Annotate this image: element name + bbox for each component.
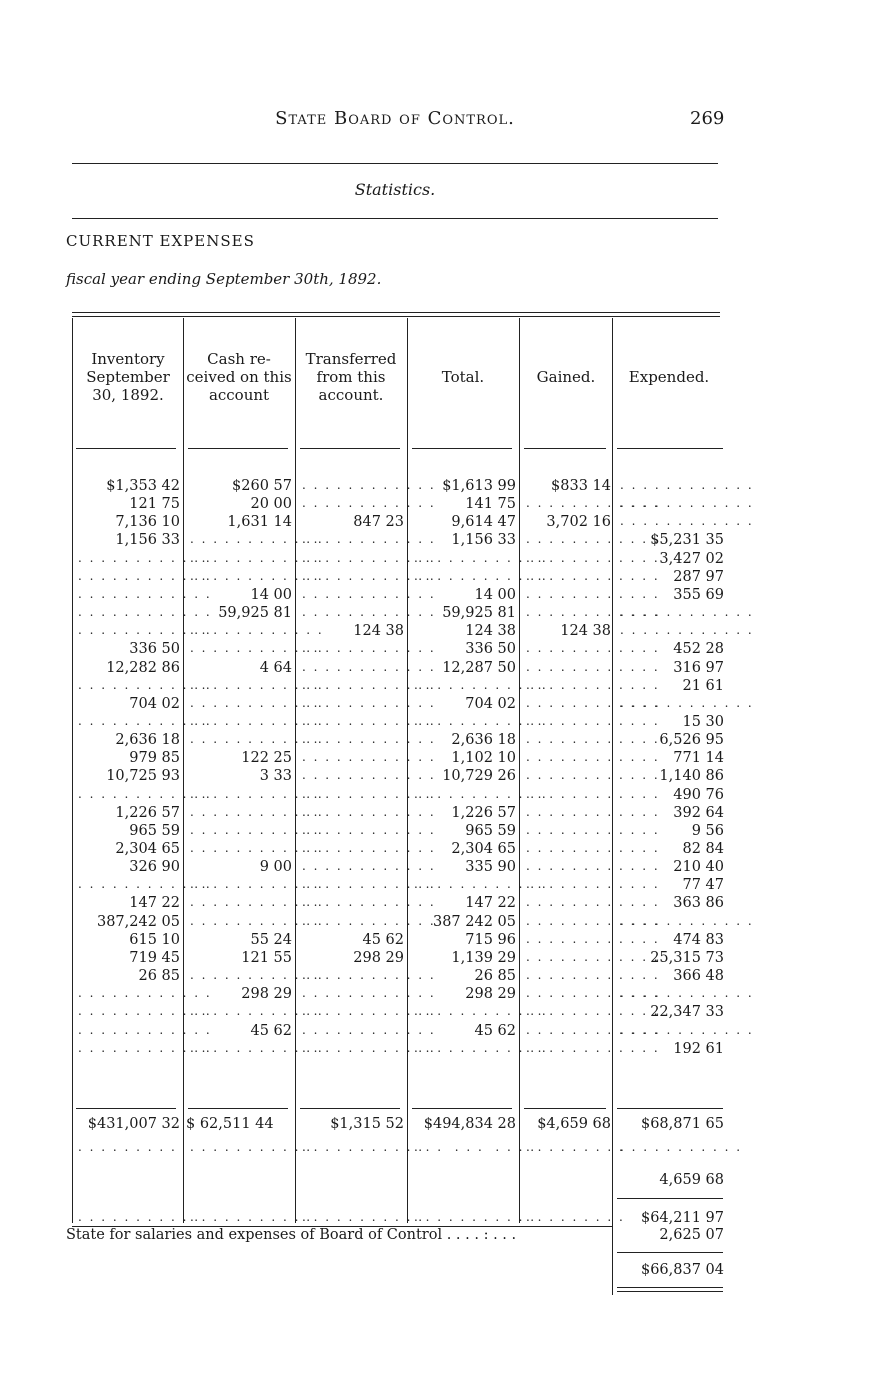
col-header-transferred: Transferred from this account.	[305, 350, 397, 404]
cell-total: 12,287 50	[442, 659, 516, 676]
page-number: 269	[690, 108, 725, 129]
cell-inventory: 719 45	[129, 949, 180, 966]
dot-leader: . . . . . . . . . . . .	[526, 550, 660, 565]
head-rule-2	[300, 448, 400, 449]
dot-leader: . . . . . . . . . . . .	[526, 822, 660, 837]
dot-leader: . . . . . . . . . . . .	[526, 877, 660, 892]
dot-leader: . . . . . . . . . . . .	[620, 496, 754, 511]
cell-total: 147 22	[465, 895, 516, 912]
dot-leader: . . . . . . . . . . . .	[302, 677, 436, 692]
dot-leader-row	[72, 1140, 743, 1158]
cell-inventory: 1,226 57	[115, 804, 180, 821]
dot-leader: . . . . . . . . . . . .	[302, 768, 436, 783]
table-row	[72, 623, 754, 641]
dot-leader: . . . . . . . . . . . .	[190, 822, 324, 837]
cell-cash: 4 64	[259, 659, 292, 676]
dot-leader: . . . . . . . . . . . .	[190, 913, 324, 928]
dot-leader: . . . . . . . . . . . .	[526, 568, 660, 583]
cell-gained: 124 38	[560, 623, 611, 640]
table-row	[72, 732, 726, 750]
dot-leader: . . . . . . . . . . . .	[414, 1040, 548, 1055]
dot-leader: . . . . . . . . . . . .	[78, 623, 212, 638]
cell-total: 2,304 65	[451, 841, 516, 857]
table-row	[72, 714, 726, 732]
cell-cash: 45 62	[250, 1022, 292, 1039]
table-row	[72, 551, 726, 569]
cell-expended: 6,526 95	[659, 732, 724, 749]
dot-leader: . . . . . . . . . . . .	[526, 804, 660, 819]
cell-cash: 59,925 81	[218, 605, 292, 622]
table-row	[72, 660, 726, 678]
dot-leader: . . . . . . . . . . . .	[190, 1040, 324, 1055]
head-rule-4	[524, 448, 606, 449]
dot-leader: . . . . . . . . . . . .	[526, 677, 660, 692]
cell-total: 715 96	[465, 931, 516, 948]
dot-leader: . . . . . . . . . . . .	[526, 968, 660, 983]
dot-leader: . . . . . . . . . . . .	[302, 478, 436, 492]
cell-total: 45 62	[474, 1022, 516, 1039]
cell-inventory: 10,725 93	[106, 768, 180, 785]
table-row	[72, 986, 754, 1004]
dot-leader: . . . . . . . . . . . .	[190, 1004, 324, 1019]
dot-leader: . . . . . . . . . . .	[302, 1210, 425, 1224]
cell-inventory: 2,636 18	[115, 732, 180, 749]
cell-total: 1,102 10	[451, 750, 516, 767]
total-gained: $4,659 68	[537, 1116, 611, 1132]
cell-inventory: 615 10	[129, 931, 180, 948]
net-rule	[617, 1198, 723, 1199]
cell-total: 704 02	[465, 695, 516, 712]
table-row	[72, 478, 754, 496]
dot-leader: . . . . . . . . . . . .	[302, 986, 436, 1001]
total-inventory: $431,007 32	[87, 1116, 180, 1132]
cell-expended: 82 84	[682, 841, 724, 857]
dot-leader: . . . . . . . . . . . .	[302, 913, 436, 928]
dot-leader: . . . . . . . . . . .	[620, 1140, 743, 1154]
table-row	[72, 605, 754, 623]
table-row	[72, 695, 754, 714]
cell-expended: 771 14	[673, 750, 724, 767]
dot-leader: . . . . . . . . . . . .	[190, 804, 324, 819]
cell-total: $1,613 99	[442, 478, 516, 494]
state-label-text: State for salaries and expenses of Board of Control	[66, 1227, 443, 1243]
dot-leader: . . . . . . . . . . . .	[526, 695, 660, 710]
total-total: $494,834 28	[423, 1116, 516, 1132]
cell-expended: 210 40	[673, 859, 724, 876]
table-row	[72, 532, 726, 550]
dot-leader: . . . . . . . . . . . .	[302, 804, 436, 819]
cell-gained: $833 14	[551, 478, 611, 494]
table-row	[72, 805, 726, 823]
col-header-gained: Gained.	[536, 368, 596, 386]
cell-expended: 452 28	[673, 641, 724, 658]
dot-leader: . . . . . . . . . . . .	[302, 786, 436, 801]
dot-leader: . . . . . . . . . . . .	[414, 550, 548, 565]
dot-leader: . . . . . . . . . . . .	[302, 605, 436, 620]
less-gained-row	[72, 1172, 726, 1190]
dot-leader: . . . . . . . . . . . .	[526, 1004, 660, 1019]
head-rule-3	[412, 448, 512, 449]
cell-inventory: 26 85	[138, 968, 180, 985]
dot-leader: . . . . . . . . . . . .	[526, 586, 660, 601]
dot-leader: . . . . . . . . . . . .	[620, 695, 754, 710]
dot-leader: . . . . . . . . . . . .	[78, 1040, 212, 1055]
dot-leader: . . . . . . . . . . . .	[302, 496, 436, 511]
dot-leader: . . . . . . . . . . . .	[190, 568, 324, 583]
total-transferred: $1,315 52	[330, 1116, 404, 1132]
dot-leader: . . . . . . . . . . . .	[302, 732, 436, 747]
dot-leader: . . . . . . . . . . . .	[526, 986, 660, 1001]
dot-leader: . . . . . . . . . . . .	[620, 514, 754, 529]
dot-leader: . . . . . . . . . . . .	[78, 1004, 212, 1019]
cell-inventory: 121 75	[129, 496, 180, 513]
table-row	[72, 895, 726, 913]
cell-cash: 55 24	[250, 931, 292, 948]
dot-leader: . . . . . . . . . . . .	[302, 841, 436, 855]
dot-leader: . . . . . . . . .	[526, 1140, 625, 1154]
cell-inventory: 965 59	[129, 822, 180, 839]
cell-expended: 363 86	[673, 895, 724, 912]
dot-leader: . . . . . . . . . . . .	[526, 713, 660, 728]
cell-cash: 14 00	[250, 586, 292, 603]
cell-total: 336 50	[465, 641, 516, 658]
cell-gained: 3,702 16	[546, 514, 611, 531]
dot-leader: . . . . . . . . . . . .	[302, 641, 436, 656]
dot-leader: . . . . . . . . . . . .	[302, 659, 436, 674]
cell-inventory: $1,353 42	[106, 478, 180, 494]
dot-leader: . . . . . . . . . . . .	[414, 713, 548, 728]
table-row	[72, 913, 754, 932]
dot-leader: . . . . . . . . . . .	[302, 1140, 425, 1154]
dot-leader: . . . . . . . . . . .	[78, 1210, 201, 1224]
cell-total: 9,614 47	[451, 514, 516, 531]
cell-expended: 392 64	[673, 804, 724, 821]
dot-leader: . . . . . . . . . . . .	[190, 895, 324, 910]
col-header-total: Total.	[441, 368, 485, 386]
dot-leader: . . . . . . . . . . . .	[526, 496, 660, 511]
dot-leader: . . . . . . . . . . . .	[302, 695, 436, 710]
cell-expended: 192 61	[673, 1040, 724, 1057]
col-header-expended: Expended.	[628, 368, 710, 386]
dot-leader: . . . . . . . . . . . .	[526, 532, 660, 547]
table-row	[72, 569, 726, 587]
dot-leader: . . . . . . . . . . . .	[526, 895, 660, 910]
table-row	[72, 768, 726, 786]
dot-leader: . . . . . . . . . . . .	[526, 786, 660, 801]
cell-cash: 9 00	[259, 859, 292, 876]
cell-expended: 474 83	[673, 931, 724, 948]
table-row	[72, 1004, 726, 1022]
cell-transferred: 45 62	[362, 931, 404, 948]
dot-leader: . . . . . . . . . . . .	[620, 605, 754, 620]
dot-leader: . . . . . . . . . . . .	[190, 532, 324, 547]
table-row	[72, 859, 726, 877]
table-row	[72, 968, 726, 986]
table-subheading: fiscal year ending September 30th, 1892.	[66, 270, 382, 288]
dot-leader: . . . . . . . . . . . .	[78, 605, 212, 620]
table-row	[72, 1041, 726, 1059]
dot-leader: . . . . . . . . . . . .	[78, 786, 212, 801]
cell-expended: 21 61	[682, 677, 724, 694]
total-rule-5	[617, 1108, 723, 1109]
cell-expended: 490 76	[673, 786, 724, 803]
dot-leader: . . . . . . . . . . . .	[620, 986, 754, 1001]
dot-leader: . . . . . . . . .	[526, 1210, 625, 1224]
dot-leader: . . . . . . . . . . . .	[526, 949, 660, 964]
cell-cash: 298 29	[241, 986, 292, 1003]
dot-leader: . . . . . . . . . . . .	[620, 623, 754, 638]
cell-cash: 122 25	[241, 750, 292, 767]
cell-inventory: 1,156 33	[115, 532, 180, 549]
cell-inventory: 704 02	[129, 695, 180, 712]
table-row	[72, 750, 726, 768]
cell-inventory: 326 90	[129, 859, 180, 876]
dot-leader: . . . . : . . .	[442, 1227, 517, 1243]
dot-leader: . . . . . . . . . . . .	[78, 568, 212, 583]
table-heading: CURRENT EXPENSES	[66, 232, 255, 250]
cell-total: 965 59	[465, 822, 516, 839]
cell-inventory: 387,242 05	[96, 913, 180, 930]
dot-leader: . . . . . . . . . . . .	[302, 750, 436, 765]
table-row	[72, 950, 726, 968]
dot-leader: . . . . . . . . . . . .	[414, 568, 548, 583]
dot-leader: . . . . . . . . . . . .	[414, 677, 548, 692]
cell-expended: 22,347 33	[650, 1004, 724, 1021]
cell-total: 10,729 26	[442, 768, 516, 785]
less-gained-value: 4,659 68	[659, 1172, 724, 1188]
table-row	[72, 932, 726, 950]
cell-total: 335 90	[465, 859, 516, 876]
header-rule	[72, 163, 718, 164]
dot-leader: . . . . . . . . . . . .	[414, 1004, 548, 1019]
dot-leader: . . . . . . . . . . . .	[302, 550, 436, 565]
dot-leader: . . . . . . . . . . . .	[526, 768, 660, 783]
grand-double-rule-2	[617, 1291, 723, 1292]
total-rule-2	[300, 1108, 400, 1109]
cell-total: 59,925 81	[442, 605, 516, 622]
cell-total: 298 29	[465, 986, 516, 1003]
dot-leader: . . . . . . . . . . .	[190, 1210, 313, 1224]
table-row	[72, 587, 726, 605]
table-row	[72, 823, 726, 841]
cell-expended: 3,427 02	[659, 550, 724, 567]
cell-total: 26 85	[474, 968, 516, 985]
dot-leader: . . . . . . . . . . . .	[414, 786, 548, 801]
cell-total: 141 75	[465, 496, 516, 513]
cell-expended: 15 30	[682, 713, 724, 730]
table-top-rule	[72, 312, 720, 313]
cell-total: 1,139 29	[451, 949, 516, 966]
dot-leader: . . . . . . . . . . . .	[190, 732, 324, 747]
dot-leader: . . . . . . . . . . . .	[78, 677, 212, 692]
dot-leader: . . . . . . . . . . . .	[302, 1004, 436, 1019]
dot-leader: . . . . . . . . . . . .	[302, 859, 436, 874]
section-title: Statistics.	[354, 180, 436, 199]
table-row	[72, 678, 726, 696]
dot-leader: . . . . . . . . . . . .	[78, 713, 212, 728]
state-salaries-label	[66, 1227, 516, 1243]
dot-leader: . . . . . . . . . . . .	[526, 659, 660, 674]
cell-cash: 3 33	[259, 768, 292, 785]
dot-leader: . . . . . . . . . . . .	[190, 550, 324, 565]
grand-total: $66,837 04	[640, 1262, 724, 1278]
cell-total: 1,156 33	[451, 532, 516, 549]
dot-leader: . . . . . . . . . . . .	[526, 913, 660, 928]
cell-inventory: 12,282 86	[106, 659, 180, 676]
dot-leader: . . . . . . . . . . . .	[78, 550, 212, 565]
head-rule-5	[617, 448, 723, 449]
table-row	[72, 841, 726, 859]
dot-leader: . . . . . . . . . . . .	[526, 750, 660, 765]
cell-inventory: 2,304 65	[115, 841, 180, 857]
cell-expended: $5,231 35	[650, 532, 724, 549]
cell-expended: 25,315 73	[650, 949, 724, 966]
cell-total: 14 00	[474, 586, 516, 603]
dot-leader: . . . . . . . . . . . .	[302, 713, 436, 728]
dot-leader: . . . . . . . . . . . .	[526, 1022, 660, 1037]
cell-cash: $260 57	[232, 478, 292, 494]
dot-leader: . . . . . . . . . . . .	[526, 732, 660, 747]
dot-leader: . . . . . . . . . . . .	[78, 986, 212, 1001]
dot-leader: . . . . . . . . . . . .	[526, 641, 660, 656]
dot-leader: . . . . . . . . . . . .	[302, 895, 436, 910]
dot-leader: . . . . . . . . . . . .	[302, 1040, 436, 1055]
dot-leader: . . . . . . . . . . . .	[302, 1022, 436, 1037]
dot-leader: . . . . . . . . . . . .	[190, 695, 324, 710]
cell-cash: 20 00	[250, 496, 292, 513]
dot-leader: . . . . . . . . . . . .	[620, 913, 754, 928]
dot-leader: . . . . . . . . . . . .	[414, 877, 548, 892]
total-rule-1	[188, 1108, 288, 1109]
cell-expended: 77 47	[682, 877, 724, 894]
dot-leader: . . . . . . . . . . .	[190, 1140, 313, 1154]
cell-cash: 1,631 14	[227, 514, 292, 531]
table-row	[72, 641, 726, 659]
table-row	[72, 787, 726, 805]
cell-transferred: 847 23	[353, 514, 404, 531]
table-row	[72, 496, 754, 514]
dot-leader: . . . . . . . . . . . .	[302, 822, 436, 837]
total-rule-0	[76, 1108, 176, 1109]
head-rule-1	[188, 448, 288, 449]
grand-double-rule-1	[617, 1287, 723, 1288]
col-header-inventory: Inventory September 30, 1892.	[86, 350, 170, 404]
dot-leader: . . . . . . . . . . . .	[302, 877, 436, 892]
dot-leader: . . . . . . . . . . . .	[526, 605, 660, 620]
dot-leader: . . . . . . . . . . . .	[78, 877, 212, 892]
cell-inventory: 7,136 10	[115, 514, 180, 531]
col-header-cash: Cash re- ceived on this account	[186, 350, 292, 404]
cell-inventory: 979 85	[129, 750, 180, 767]
cell-expended: 366 48	[673, 968, 724, 985]
net-expended-value: $64,211 97	[640, 1210, 724, 1226]
table-row	[72, 877, 726, 895]
dot-leader: . . . . . . . . . . . .	[526, 841, 660, 855]
cell-expended: 9 56	[691, 822, 724, 839]
dot-leader: . . . . . . . . . . . .	[190, 877, 324, 892]
table-top-rule-2	[72, 316, 720, 317]
cell-expended: 355 69	[673, 586, 724, 603]
cell-total: 1,226 57	[451, 804, 516, 821]
table-row	[72, 514, 754, 532]
cell-expended: 316 97	[673, 659, 724, 676]
dot-leader: . . . . . . . . . . . .	[620, 1022, 754, 1037]
dot-leader: . . . . . . . . . . . .	[526, 931, 660, 946]
dot-leader: . . . . . . . . . . . .	[190, 623, 324, 638]
cell-total: 387 242 05	[432, 913, 516, 930]
state-amount: 2,625 07	[659, 1227, 724, 1243]
cell-transferred: 298 29	[353, 949, 404, 966]
dot-leader: . . . . . . . . . . . .	[302, 532, 436, 547]
head-rule-0	[76, 448, 176, 449]
cell-cash: 121 55	[241, 949, 292, 966]
dot-leader: . . . . . . . . . . . .	[302, 568, 436, 583]
total-rule-4	[524, 1108, 606, 1109]
dot-leader: . . . . . . . . . . . .	[190, 841, 324, 855]
dot-leader: . . . . . . . . . .	[414, 1140, 537, 1154]
cell-inventory: 147 22	[129, 895, 180, 912]
dot-leader: . . . . . . . . . . . .	[190, 968, 324, 983]
dot-leader: . . . . . . . . . . . .	[190, 713, 324, 728]
section-rule	[72, 218, 718, 219]
cell-total: 124 38	[465, 623, 516, 640]
totals-row	[72, 1116, 726, 1134]
grand-rule	[617, 1252, 723, 1253]
total-expended: $68,871 65	[640, 1116, 724, 1132]
dot-leader: . . . . . . . . . . . .	[190, 677, 324, 692]
dot-leader: . . . . . . . . . . . .	[302, 586, 436, 601]
cell-expended: 287 97	[673, 568, 724, 585]
dot-leader: . . . . . . . . . . . .	[190, 641, 324, 656]
dot-leader: . . . . . . . . . . .	[414, 1210, 537, 1224]
dot-leader: . . . . . . . . . . . .	[526, 1040, 660, 1055]
table-row	[72, 1022, 754, 1041]
dot-leader: . . . . . . . . . . . .	[620, 478, 754, 492]
dot-leader: . . . . . . . . . . . .	[190, 786, 324, 801]
total-rule-3	[412, 1108, 512, 1109]
total-cash: $ 62,511 44	[186, 1116, 274, 1132]
dot-leader: . . . . . . . . .	[78, 1140, 177, 1154]
cell-expended: 1,140 86	[659, 768, 724, 785]
cell-total: 2,636 18	[451, 732, 516, 749]
cell-inventory: 336 50	[129, 641, 180, 658]
cell-transferred: 124 38	[353, 623, 404, 640]
dot-leader: . . . . . . . . . . . .	[302, 968, 436, 983]
dot-leader: . . . . . . . . . . . .	[78, 1022, 212, 1037]
running-header: State Board of Control.	[275, 108, 515, 129]
dot-leader: . . . . . . . . . . . .	[526, 859, 660, 874]
dot-leader: . . . . . . . . . . . .	[78, 586, 212, 601]
